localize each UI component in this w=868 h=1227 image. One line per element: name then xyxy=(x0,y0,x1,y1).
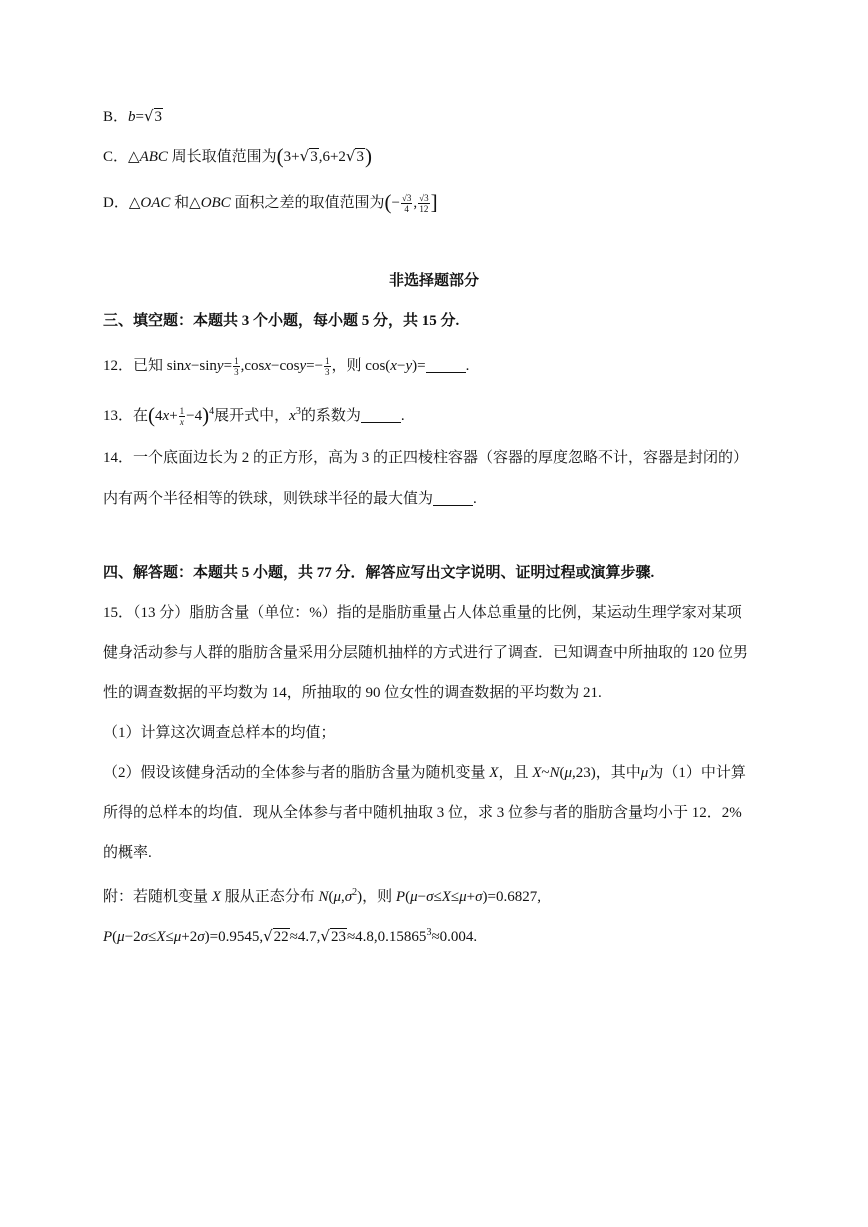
part3-heading: 三、填空题：本题共 3 个小题，每小题 5 分，共 15 分. xyxy=(103,313,460,329)
question-15-sub-2-line-3: 的概率. xyxy=(103,845,152,861)
appendix-line-1: 附：若随机变量 X 服从正态分布 $N(\mu,\sigma^2)$，则 P(μ−σ≤X≤μ+σ)=0.6827, xyxy=(103,887,541,905)
section-title: 非选择题部分 xyxy=(388,273,479,289)
question-12: 12．已知 sinx−siny= $\frac{1}{3}$ ,cosx−cosy=− $\frac{1}{3}$ ，则 cos(x−y)= . xyxy=(103,356,470,378)
question-15-sub-2-line-1: （2）假设该健身活动的全体参与者的脂肪含量为随机变量 X，且 X~N(μ,23)，其中μ为（1）中计算 xyxy=(103,765,746,781)
question-15-line-1: 15．（13 分）脂肪含量（单位：%）指的是脂肪重量占人体总重量的比例，某运动生理学家对某项 xyxy=(103,605,742,621)
option-b-label: B． xyxy=(103,109,129,125)
option-b: B．b=√3 xyxy=(103,107,163,125)
option-c: C．△ABC 周长取值范围为(3+√3,6+2√3) xyxy=(103,144,372,168)
option-d-label: D． xyxy=(103,195,129,211)
appendix-line-2: $P(\mu-2\sigma\le X\le\mu+2\sigma)=0.9545,√22\approx 4.7,√23\approx 4.8,0.15865^3\approx 0.004$. xyxy=(103,927,478,945)
option-c-label: C． xyxy=(103,149,129,165)
question-15-sub-2-line-2: 所得的总样本的均值．现从全体参与者中随机抽取 3 位，求 3 位参与者的脂肪含量均小于 12．2% xyxy=(103,805,742,821)
question-15-line-3: 性的调查数据的平均数为 14，所抽取的 90 位女性的调查数据的平均数为 21. xyxy=(103,685,602,701)
q12-number: 12． xyxy=(103,358,134,374)
question-15-sub-1: （1）计算这次调查总样本的均值； xyxy=(103,725,336,741)
part4-heading: 四、解答题：本题共 5 小题，共 77 分．解答应写出文字说明、证明过程或演算步骤. xyxy=(103,565,655,581)
option-d: D．△OAC 和△OBC 面积之差的取值范围为(− $\frac{√3}{4}$ , $\frac{√3}{12}$ ] xyxy=(103,190,438,215)
question-15-line-2: 健身活动参与人群的脂肪含量采用分层随机抽样的方式进行了调查．已知调查中所抽取的 120 位男 xyxy=(103,645,749,661)
question-14-line-2: 内有两个半径相等的铁球，则铁球半径的最大值为 . xyxy=(103,491,477,507)
question-14-line-1: 14．一个底面边长为 2 的正方形，高为 3 的正四棱柱容器（容器的厚度忽略不计，容器是封闭的） xyxy=(103,450,749,466)
question-13: 13．在(4x+ $\frac{1}{x}$ −4)$^4$展开式中，$x^3$的系数为 . xyxy=(103,403,405,428)
q13-number: 13． xyxy=(103,408,134,424)
